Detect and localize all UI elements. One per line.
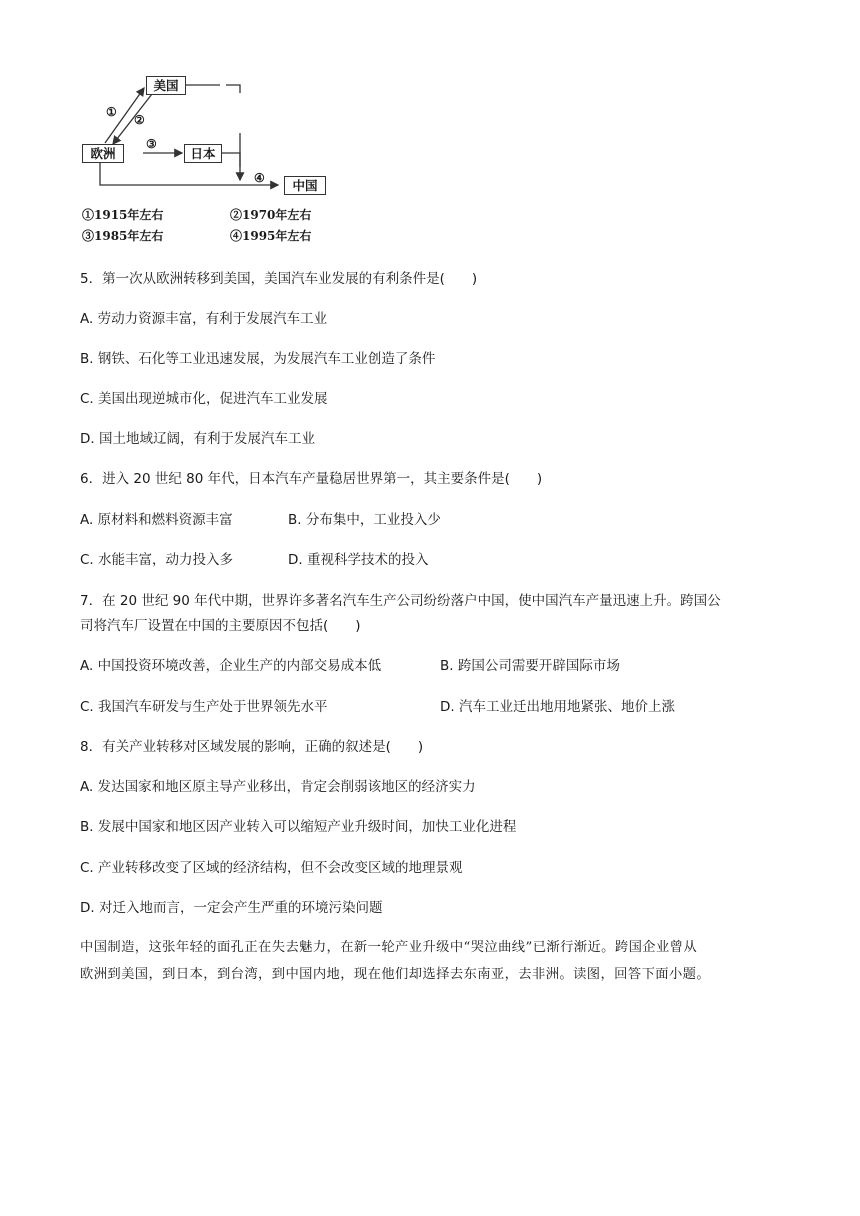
- question-5-option-c: C. 美国出现逆城市化，促进汽车工业发展: [80, 391, 328, 407]
- box-europe: 欧洲: [82, 144, 124, 163]
- question-5-option-b: B. 钢铁、石化等工业迅速发展，为发展汽车工业创造了条件: [80, 351, 436, 367]
- question-8-option-b: B. 发展中国家和地区因产业转入可以缩短产业升级时间，加快工业化进程: [80, 819, 517, 835]
- question-6-option-d: D. 重视科学技术的投入: [288, 552, 429, 568]
- question-7-option-d: D. 汽车工业迁出地用地紧张、地价上涨: [440, 699, 675, 715]
- question-7-option-a: A. 中国投资环境改善，企业生产的内部交易成本低: [80, 658, 382, 674]
- question-8-option-a: A. 发达国家和地区原主导产业移出，肯定会削弱该地区的经济实力: [80, 779, 476, 795]
- question-6-option-a: A. 原材料和燃料资源丰富: [80, 512, 233, 528]
- question-8-option-c: C. 产业转移改变了区域的经济结构，但不会改变区域的地理景观: [80, 860, 463, 876]
- arrow-label-1: ①: [106, 105, 117, 119]
- arrow-label-4: ④: [254, 171, 265, 185]
- passage-line-2: 欧洲到美国，到日本，到台湾，到中国内地，现在他们却选择去东南亚，去非洲。读图，回答下面小题。: [80, 967, 711, 982]
- box-japan: 日本: [184, 144, 222, 163]
- question-5-option-a: A. 劳动力资源丰富，有利于发展汽车工业: [80, 311, 328, 327]
- legend-note-4: ④1995年左右: [230, 229, 312, 243]
- legend-note-2: ②1970年左右: [230, 208, 312, 222]
- legend-note-3: ③1985年左右: [82, 229, 164, 243]
- question-8-stem: 8．有关产业转移对区域发展的影响，正确的叙述是( ): [80, 739, 424, 755]
- question-6-stem: 6．进入 20 世纪 80 年代，日本汽车产量稳居世界第一，其主要条件是( ): [80, 471, 543, 487]
- line-usa-to-china: [186, 85, 240, 180]
- arrow-europe-to-china: [100, 162, 278, 185]
- question-6-option-c: C. 水能丰富，动力投入多: [80, 552, 234, 568]
- question-7-option-c: C. 我国汽车研发与生产处于世界领先水平: [80, 699, 328, 715]
- legend-note-1: ①1915年左右: [82, 208, 164, 222]
- question-5-stem: 5．第一次从欧洲转移到美国，美国汽车业发展的有利条件是( ): [80, 271, 478, 287]
- industry-transfer-diagram: [78, 68, 338, 248]
- question-7-stem-line1: 7．在 20 世纪 90 年代中期，世界许多著名汽车生产公司纷纷落户中国，使中国汽车产量迅速上升。跨国公: [80, 593, 721, 609]
- question-8-option-d: D. 对迁入地而言，一定会产生严重的环境污染问题: [80, 900, 383, 916]
- passage-line-1: 中国制造，这张年轻的面孔正在失去魅力，在新一轮产业升级中“哭泣曲线”已渐行渐近。跨国企业曾从: [80, 940, 698, 955]
- arrow-label-3: ③: [146, 137, 157, 151]
- question-5-option-d: D. 国土地域辽阔，有利于发展汽车工业: [80, 431, 315, 447]
- arrow-label-2: ②: [134, 113, 145, 127]
- question-7-option-b: B. 跨国公司需要开辟国际市场: [440, 658, 620, 674]
- box-usa: 美国: [146, 76, 186, 95]
- question-7-stem-line2: 司将汽车厂设置在中国的主要原因不包括( ): [80, 618, 361, 634]
- question-6-option-b: B. 分布集中，工业投入少: [288, 512, 441, 528]
- box-china: 中国: [284, 176, 326, 195]
- line-japan-down: [220, 153, 240, 180]
